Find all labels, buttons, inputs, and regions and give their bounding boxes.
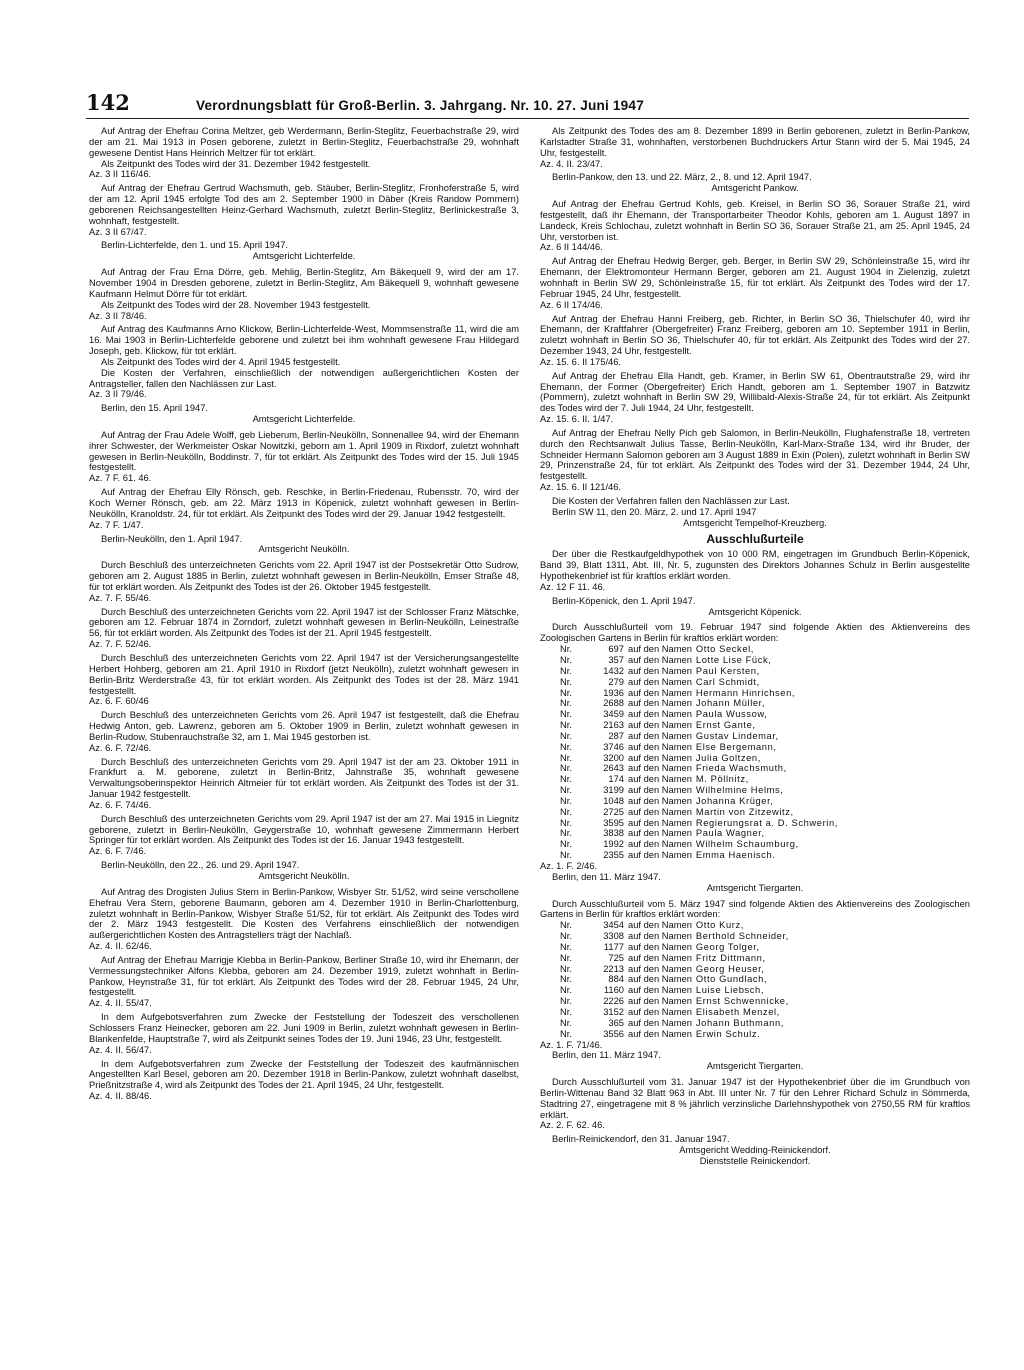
entry-group (540, 549, 970, 592)
share-nr-label: Nr. (560, 817, 572, 828)
share-row (560, 985, 970, 996)
share-nr-label: Nr. (560, 941, 572, 952)
share-name-label: auf den Namen (628, 709, 692, 720)
share-nr-label: Nr. (560, 952, 572, 963)
share-holder-name: Fritz Dittmann, (695, 952, 766, 963)
share-number: 2725 (603, 806, 624, 817)
case-number: Az. 4. II. 23/47. (540, 158, 603, 169)
notice-paragraph: Auf Antrag der Ehefrau Gertrud Kohls, geb. Kreisel, in Berlin SO 36, Sorauer Straße 21, wird festgestellt, daß ihr Ehemann, der Transportarbeiter Theodor Kohls, geboren am 1. August 1897 in Landeck, Kreis Schlochau, zuletzt wohnhaft in Berlin SO 36, Sorauer Straße 21, am 25. April 1945, 24 Uhr, verstorben ist. (540, 199, 970, 242)
share-nr-label: Nr. (560, 839, 572, 850)
notice-paragraph: Auf Antrag der Ehefrau Hanni Freiberg, geb. Richter, in Berlin SO 36, Thielschufer 40, wird ihr Ehemann, der Kraftfahrer (Obergefreiter) Franz Freiberg, geboren am 10. September 1911 in Berlin, zuletzt wohnhaft in Berlin SO 36, Thielschufer 40, für tot erklärt. Als Zeitpunkt des Todes wird der 27. Dezember 1943, 24 Uhr, festgestellt. (540, 313, 970, 357)
share-holder-name: Else Bergemann, (695, 741, 777, 752)
notice-paragraph: Auf Antrag der Ehefrau Corina Meltzer, geb Werdermann, Berlin-Steglitz, Feuerbachstraße 29, wird der am 21. Mai 1913 in Posen geborene, zuletzt in Berlin-Steglitz, Feuerbachstraße 29, wohnhaft gewesene Dentist Hans Heinrich Meltzer für tot erklärt. (89, 126, 519, 158)
case-number: Az. 4. II. 56/47. (89, 1044, 152, 1055)
share-holder-name: Wilhelmine Helms, (695, 785, 784, 796)
notice-paragraph: Als Zeitpunkt des Todes wird der 31. Dezember 1942 festgestellt. (101, 158, 371, 169)
notice-paragraph: Durch Beschluß des unterzeichneten Gerichts vom 22. April 1947 ist der Postsekretär Otto Sudrow, geboren am 2. August 1885 in Berlin, zuletzt wohnhaft gewesen in Berlin-Neukölln, Emser Straße 48, für tot erklärt worden. Als Zeitpunkt des Todes ist der 26. Oktober 1945 festgestellt. (89, 560, 519, 592)
share-nr-label: Nr. (560, 687, 572, 698)
share-number: 174 (608, 774, 624, 785)
share-number: 1936 (603, 687, 624, 698)
share-nr-label: Nr. (560, 931, 572, 942)
share-number: 3459 (603, 709, 624, 720)
case-number: Az. 6. F. 72/46. (89, 742, 152, 753)
notice-paragraph: In dem Aufgebotsverfahren zum Zwecke der Feststellung der Todeszeit des kaufmännischen Angestellten Karl Besel, geboren am 20. Dezember 1918 in Berlin-Pankow, zuletzt wohnhaft daselbst, Prießnitzstraße 4, wird als Zeitpunkt des Todes der 21. April 1945, 24 Uhr, festgestellt. (89, 1058, 519, 1091)
share-row (560, 964, 970, 975)
share-holder-name: Berthold Schneider, (695, 931, 789, 942)
share-row (560, 1007, 970, 1018)
notice-entry (540, 199, 970, 253)
case-number: Az. 15. 6. II. 1/47. (540, 414, 614, 425)
left-column (89, 126, 519, 1336)
share-nr-label: Nr. (560, 1017, 572, 1028)
notice-entry (540, 126, 970, 169)
share-name-label: auf den Namen (628, 763, 692, 774)
notice-paragraph: Auf Antrag der Ehefrau Gertrud Wachsmuth, geb. Stäuber, Berlin-Steglitz, Fronhoferstraße 5, wird der am 12. April 1945 erfolgte Tod des am 2. September 1900 in Däber (Kreis Randow Pommern) geborenen Reichsangestellten Heinz-Gerhard Wachsmuth, zuletzt Berlin-Steglitz, Berlinickestraße 3, wohnhaft, festgestellt. (89, 183, 519, 226)
share-row (560, 839, 970, 850)
share-name-label: auf den Namen (628, 850, 692, 861)
case-number: Az. 6 II 174/46. (540, 299, 603, 310)
notice-paragraph: Durch Beschluß des unterzeichneten Gerichts vom 26. April 1947 ist festgestellt, daß die Ehefrau Hedwig Anton, geb. Lawrenz, geboren am 5. Oktober 1909 in Berlin, zuletzt wohnhaft gewesen in Berlin-Rudow, Stubenrauchstraße 32, am 1. Mai 1945 gestorben ist. (89, 710, 519, 742)
notice-entry (89, 430, 519, 484)
share-row (560, 1029, 970, 1040)
share-nr-label: Nr. (560, 785, 572, 796)
case-number: Az. 3 II 79/46. (89, 389, 147, 400)
share-row (560, 785, 970, 796)
notice-paragraph: Als Zeitpunkt des Todes wird der 4. April 1945 festgestellt. (101, 356, 341, 367)
share-number: 2688 (603, 698, 624, 709)
share-holder-name: Martin von Zitzewitz, (695, 806, 794, 817)
share-nr-label: Nr. (560, 963, 572, 974)
share-name-label: auf den Namen (628, 952, 692, 963)
share-row (560, 763, 970, 774)
share-holder-name: Hermann Hinrichsen, (695, 687, 796, 698)
share-nr-label: Nr. (560, 654, 572, 665)
share-row (560, 644, 970, 655)
notice-entry (89, 710, 519, 753)
place-date: Berlin, den 15. April 1947. (101, 403, 209, 414)
share-row (560, 942, 970, 953)
share-row (560, 818, 970, 829)
case-number: Az. 6. F. 60/46 (89, 696, 149, 707)
share-name-label: auf den Namen (628, 1028, 692, 1039)
entry-group (89, 267, 519, 400)
share-holder-name: Paula Wussow, (695, 709, 768, 720)
share-nr-label: Nr. (560, 676, 572, 687)
court-name: Amtsgericht Lichterfelde. (252, 414, 356, 425)
share-nr-label: Nr. (560, 709, 572, 720)
share-row (560, 1018, 970, 1029)
place-date: Berlin-Neukölln, den 1. April 1947. (101, 533, 243, 544)
share-number: 2355 (603, 850, 624, 861)
share-nr-label: Nr. (560, 741, 572, 752)
notice-paragraph: Durch Beschluß des unterzeichneten Gerichts vom 29. April 1947 ist der am 27. Mai 1915 in Liegnitz geborene, zuletzt in Berlin-Neukölln, Geygerstraße 10, wohnhaft gewesene Zimmermann Herbert Springer für tot erklärt worden. Als Zeitpunkt des Todes ist der 16. Januar 1943 festgestellt. (89, 813, 519, 846)
share-number: 3556 (603, 1028, 624, 1039)
share-nr-label: Nr. (560, 730, 572, 741)
share-nr-label: Nr. (560, 1006, 572, 1017)
share-holder-name: Georg Tolger, (695, 941, 760, 952)
share-nr-label: Nr. (560, 985, 572, 996)
share-name-label: auf den Namen (628, 730, 692, 741)
notice-entry (89, 487, 519, 530)
case-number: Az. 3 II 116/46. (89, 169, 152, 180)
share-row (560, 828, 970, 839)
notice-paragraph: Auf Antrag der Ehefrau Marrigje Klebba in Berlin-Pankow, Berliner Straße 10, wird ihr Ehemann, der Vermessungstechniker Alfons Klebba, geboren am 24. Dezember 1919, zuletzt wohnhaft in Berlin-Pankow, Heynstraße 31, für tot erklärt. Als Zeitpunkt des Todes wird der 28. Februar 1945, 24 Uhr, festgestellt. (89, 954, 519, 998)
share-name-label: auf den Namen (628, 1006, 692, 1017)
place-date: Berlin-Reinickendorf, den 31. Januar 1947. (552, 1134, 730, 1145)
notice-entry (540, 371, 970, 425)
share-nr-label: Nr. (560, 698, 572, 709)
share-number: 3838 (603, 828, 624, 839)
share-row (560, 974, 970, 985)
costs-note: Die Kosten der Verfahren fallen den Nachlässen zur Last. (552, 496, 790, 506)
share-number: 3454 (603, 920, 624, 931)
court-name: Amtsgericht Pankow. (711, 183, 799, 194)
share-number: 2226 (603, 996, 624, 1007)
share-holder-name: Otto Seckel, (695, 644, 754, 655)
share-number: 3746 (603, 741, 624, 752)
share-number: 3199 (603, 785, 624, 796)
share-number: 697 (608, 644, 624, 655)
share-nr-label: Nr. (560, 752, 572, 763)
journal-title: Verordnungsblatt für Groß-Berlin. 3. Jahrgang. Nr. 10. 27. Juni 1947 (196, 98, 644, 113)
notice-paragraph: Durch Beschluß des unterzeichneten Gerichts vom 22. April 1947 ist der Schlosser Franz Mätschke, geboren am 12. Februar 1874 in Zorndorf, zuletzt wohnhaft gewesen in Berlin-Neukölln, Leinestraße 56, für tot erklärt worden. Als Zeitpunkt des Todes ist der 21. April 1945 festgestellt. (89, 606, 519, 639)
entry-group (89, 126, 519, 237)
court-name: Amtsgericht Tiergarten. (706, 882, 804, 893)
share-nr-label: Nr. (560, 763, 572, 774)
entry-group (89, 887, 519, 1102)
share-nr-label: Nr. (560, 996, 572, 1007)
share-number: 3200 (603, 752, 624, 763)
entry-group (540, 126, 970, 169)
court-name: Amtsgericht Lichterfelde. (252, 251, 356, 262)
notice-paragraph: Auf Antrag der Frau Erna Dörre, geb. Mehlig, Berlin-Steglitz, Am Bäkequell 9, wird der am 17. November 1904 in Dresden geborene, zuletzt in Berlin-Steglitz, Am Bäkequell 9, wohnhaft gewesene Kaufmann Helmut Dörre für tot erklärt. (89, 267, 519, 299)
notice-paragraph: In dem Aufgebotsverfahren zum Zwecke der Feststellung der Todeszeit des verschollenen Schlossers Franz Heinecker, geboren am 22. Juni 1909 in Berlin, zuletzt wohnhaft gewesen in Berlin-Blankenfelde, Hauptstraße 7, wird als Zeitpunkt seines Todes der 19. Juni 1946, 23 Uhr, festgestellt. (89, 1012, 519, 1044)
share-row (560, 996, 970, 1007)
notice-entry (89, 814, 519, 857)
share-row (560, 720, 970, 731)
case-number: Az. 4. II. 62/46. (89, 941, 152, 952)
share-row (560, 698, 970, 709)
shares-list (560, 644, 970, 861)
share-number: 2213 (603, 963, 624, 974)
share-nr-label: Nr. (560, 795, 572, 806)
share-nr-label: Nr. (560, 774, 572, 785)
case-number: Az. 2. F. 62. 46. (540, 1120, 605, 1131)
case-number: Az. 6. F. 74/46. (89, 799, 152, 810)
case-number: Az. 15. 6. II 175/46. (540, 356, 622, 367)
notice-paragraph: Auf Antrag der Frau Adele Wolff, geb Lieberum, Berlin-Neukölln, Sonnenallee 94, wird der Ehemann ihrer Schwester, der Werkmeister Oskar Nowitzki, geborn am 1. April 1909 in Rixdorf, zuletzt wohnhaft gewesen in Berlin-Neukölln, Boddinstr. 7, für tot erklärt. Als Zeitpunkt des Todes wird der 15. Juli 1945 festgestellt. (89, 429, 519, 473)
share-row (560, 709, 970, 720)
case-number: Az. 4. II. 88/46. (89, 1091, 152, 1102)
share-number: 725 (608, 952, 624, 963)
notice-entry (89, 1012, 519, 1055)
share-holder-name: Ernst Gante, (695, 720, 756, 731)
case-number: Az. 6. F. 7/46. (89, 846, 147, 857)
case-number: Az. 3 II 67/47. (89, 226, 147, 237)
notice-entry (89, 560, 519, 603)
share-holder-name: Gustav Lindemar, (695, 730, 779, 741)
share-holder-name: Emma Haenisch. (695, 850, 776, 861)
notice-entry (540, 549, 970, 592)
share-name-label: auf den Namen (628, 974, 692, 985)
court-name: Dienststelle Reinickendorf. (699, 1155, 811, 1166)
share-holder-name: Ernst Schwennicke, (695, 996, 789, 1007)
share-row (560, 688, 970, 699)
share-number: 279 (608, 676, 624, 687)
share-holder-name: Georg Heuser, (695, 963, 765, 974)
entry-group (540, 1077, 970, 1131)
place-date: Berlin-Neukölln, den 22., 26. und 29. April 1947. (101, 860, 300, 871)
share-holder-name: Regierungsrat a. D. Schwerin, (695, 817, 838, 828)
share-name-label: auf den Namen (628, 774, 692, 785)
case-number: Az. 7 F. 1/47. (89, 519, 144, 530)
case-number: Az. 15. 6. II 121/46. (540, 482, 622, 493)
share-row (560, 920, 970, 931)
notice-paragraph: Auf Antrag des Kaufmanns Arno Klickow, Berlin-Lichterfelde-West, Mommsenstraße 11, wird die am 16. Mai 1903 in Berlin-Lichterfelde geborene und zuletzt bei ihm wohnhaft gewesene Frau Hildegard Joseph, geb. Klickow, für tot erklärt. (89, 324, 519, 357)
share-holder-name: Johanna Krüger, (695, 795, 774, 806)
share-name-label: auf den Namen (628, 698, 692, 709)
share-nr-label: Nr. (560, 644, 572, 655)
notice-paragraph: Durch Beschluß des unterzeichneten Gerichts vom 22. April 1947 ist der Versicherungsangestellte Herbert Hohberg, geboren am 21. April 1910 in Rixdorf (jetzt Neukölln), zuletzt wohnhaft gewesen in Berlin-Britz Werderstraße 43, für tot erklärt worden. Als Zeitpunkt des Todes ist der 28. März 1941 festgestellt. (89, 652, 519, 696)
share-name-label: auf den Namen (628, 752, 692, 763)
case-number: Az. 7 F. 61. 46. (89, 473, 152, 484)
share-number: 1160 (603, 985, 624, 996)
share-name-label: auf den Namen (628, 741, 692, 752)
case-number: Az. 12 F 11. 46. (540, 581, 606, 592)
share-row (560, 731, 970, 742)
case-number: Az. 3 II 78/46. (89, 310, 147, 321)
case-number: Az. 6 II 144/46. (540, 242, 603, 253)
share-name-label: auf den Namen (628, 996, 692, 1007)
share-nr-label: Nr. (560, 828, 572, 839)
share-nr-label: Nr. (560, 806, 572, 817)
share-name-label: auf den Namen (628, 676, 692, 687)
place-date: Berlin, den 11. März 1947. (552, 1050, 661, 1061)
notice-paragraph: Auf Antrag der Ehefrau Hedwig Berger, geb. Berger, in Berlin SW 29, Schönleinstraße 15, wird ihr Ehemann, der Elektromonteur Hermann Berger, geboren am 21. August 1904 in Zielenzig, zuletzt wohnhaft in Berlin SW 29, Schönleinstraße 15, für tot erklärt. Als Zeitpunkt des Todes wird der 17. Februar 1945, 24 Uhr, festgestellt. (540, 256, 970, 299)
share-nr-label: Nr. (560, 920, 572, 931)
notice-entry (89, 653, 519, 707)
share-number: 3595 (603, 817, 624, 828)
share-name-label: auf den Namen (628, 644, 692, 655)
share-holder-name: Julia Goltzen, (695, 752, 761, 763)
share-holder-name: Johann Müller, (695, 698, 766, 709)
share-number: 1177 (603, 941, 624, 952)
share-row (560, 655, 970, 666)
notice-entry (540, 256, 970, 310)
share-name-label: auf den Namen (628, 720, 692, 731)
share-row (560, 931, 970, 942)
share-name-label: auf den Namen (628, 795, 692, 806)
court-name: Amtsgericht Neukölln. (258, 871, 350, 881)
share-row (560, 953, 970, 964)
share-number: 2643 (603, 763, 624, 774)
share-name-label: auf den Namen (628, 931, 692, 942)
share-holder-name: Lotte Lise Fück, (695, 654, 772, 665)
notice-paragraph: Auf Antrag der Ehefrau Elly Rönsch, geb. Reschke, in Berlin-Friedenau, Rubensstr. 70, wird der Koch Werner Rönsch, geb. am 22. März 1913 in Köpenick, zuletzt wohnhaft gewesen in Berlin-Neukölln, Kranoldstr. 24, für tot erklärt. Als Zeitpunkt des Todes wird der 29. Januar 1942 festgestellt. (89, 487, 519, 519)
notice-entry (89, 267, 519, 321)
share-row (560, 850, 970, 861)
share-holder-name: Elisabeth Menzel, (695, 1006, 780, 1017)
notice-paragraph: Als Zeitpunkt des Todes des am 8. Dezember 1899 in Berlin geborenen, zuletzt in Berlin-Pankow, Karlstadter Straße 31, wohnhaften, verstorbenen Buchdruckers Artur Stann wird der 5. Mai 1945, 24 Uhr, festgestellt. (540, 126, 970, 158)
share-name-label: auf den Namen (628, 665, 692, 676)
court-name: Amtsgericht Neukölln. (258, 544, 350, 555)
court-name: Amtsgericht Wedding-Reinickendorf. (679, 1145, 831, 1156)
notice-paragraph: Der über die Restkaufgeldhypothek von 10 000 RM, eingetragen im Grundbuch Berlin-Köpenick, Band 39, Blatt 1311, Abt. III, Nr. 5, zugunsten des Direktors Johannes Schulz in Berlin ausgestellte Hypothekenbrief ist für kraftlos erklärt worden. (540, 549, 970, 582)
share-row (560, 666, 970, 677)
notice-paragraph: Auf Antrag der Ehefrau Nelly Pich geb Salomon, in Berlin-Neukölln, Flughafenstraße 18, vertreten durch den Rechtsanwalt Julius Tasse, Berlin-Neukölln, Karl-Marx-Straße 134, wird ihr Bruder, der Schneider Hermann Salomon geboren am 3 August 1889 in Exin (Polen), zuletzt wohnhaft in Berlin SW 29, Prinzenstraße 24, für tot erklärt. Als Zeitpunkt des Todes wird der 31. Dezember 1944, 24 Uhr, festgestellt. (540, 427, 970, 482)
case-number: Az. 4. II. 55/47. (89, 998, 152, 1009)
share-name-label: auf den Namen (628, 920, 692, 931)
share-holder-name: Otto Kurz, (695, 920, 744, 931)
share-number: 357 (608, 654, 624, 665)
case-number: Az. 1. F. 71/46. (540, 1039, 603, 1050)
notice-entry (540, 1077, 970, 1131)
share-row (560, 807, 970, 818)
share-nr-label: Nr. (560, 720, 572, 731)
notice-paragraph: Auf Antrag des Drogisten Julius Stern in Berlin-Pankow, Wisbyer Str. 51/52, wird seine verschollene Ehefrau Vera Stern, geborene Baumann, geboren am 4. Dezember 1910 in Berlin-Charlottenburg, zuletzt wohnhaft in Berlin-Pankow, Wisbyer Straße 51/52, für tot erklärt. Als Zeitpunkt des Todes wird der 2. März 1943 festgestellt. Die Kosten des Verfahrens einschließlich der notwendigen außergerichtlichen Kosten des Antragstellers trägt der Nachlaß. (89, 886, 519, 941)
share-nr-label: Nr. (560, 850, 572, 861)
case-number: Az. 7. F. 55/46. (89, 592, 152, 603)
share-row (560, 753, 970, 764)
notice-entry (89, 126, 519, 180)
share-row (560, 796, 970, 807)
entry-group (540, 199, 970, 493)
page-number: 142 (86, 90, 130, 115)
share-holder-name: Otto Gundlach, (695, 974, 768, 985)
shares-list (560, 920, 970, 1039)
case-number: Az. 7. F. 52/46. (89, 639, 152, 650)
share-holder-name: Erwin Schulz. (695, 1028, 761, 1039)
share-name-label: auf den Namen (628, 985, 692, 996)
notice-entry (89, 887, 519, 952)
share-holder-name: Carl Schmidt, (695, 676, 760, 687)
notice-entry (540, 314, 970, 368)
notice-paragraph: Durch Ausschlußurteil vom 31. Januar 1947 ist der Hypothekenbrief über die im Grundbuch von Berlin-Wittenau Band 32 Blatt 963 in Abt. III unter Nr. 7 für den Lehrer Richard Schulz in Sömmerda, Stadtring 27, eingetragene mit 8 % jährlich verzinsliche Darlehnshypothek von 2750,55 RM für kraftlos erklärt. (540, 1077, 970, 1120)
place-date: Berlin-Köpenick, den 1. April 1947. (552, 595, 696, 606)
share-number: 3152 (603, 1006, 624, 1017)
share-number: 1048 (603, 795, 624, 806)
share-name-label: auf den Namen (628, 817, 692, 828)
share-name-label: auf den Namen (628, 654, 692, 665)
share-row (560, 774, 970, 785)
share-holder-name: Luise Liebsch, (695, 985, 765, 996)
page-header (86, 90, 966, 116)
share-holder-name: Wilhelm Schaumburg, (695, 839, 799, 850)
notice-entry (540, 428, 970, 493)
share-row (560, 677, 970, 688)
place-date: Berlin, den 11. März 1947. (552, 871, 661, 882)
share-number: 2163 (603, 720, 624, 731)
share-name-label: auf den Namen (628, 941, 692, 952)
share-nr-label: Nr. (560, 665, 572, 676)
shares-intro: Durch Ausschlußurteil vom 5. März 1947 sind folgende Aktien des Aktienvereins des Zoologischen Gartens in Berlin für kraftlos erklärt worden: (540, 898, 970, 920)
notice-paragraph: Als Zeitpunkt des Todes wird der 28. November 1943 festgestellt. (101, 299, 371, 310)
share-name-label: auf den Namen (628, 687, 692, 698)
share-number: 287 (608, 730, 624, 741)
share-holder-name: Paula Wagner, (695, 828, 765, 839)
share-name-label: auf den Namen (628, 839, 692, 850)
share-name-label: auf den Namen (628, 785, 692, 796)
share-nr-label: Nr. (560, 974, 572, 985)
share-holder-name: Johann Buthmann, (695, 1017, 784, 1028)
court-name: Amtsgericht Tiergarten. (706, 1061, 804, 1072)
right-column (540, 126, 970, 1336)
share-number: 365 (608, 1017, 624, 1028)
share-number: 3308 (603, 931, 624, 942)
notice-entry (89, 1059, 519, 1102)
share-name-label: auf den Namen (628, 806, 692, 817)
place-date: Berlin-Lichterfelde, den 1. und 15. April 1947. (101, 240, 288, 251)
header-rule (86, 118, 969, 119)
case-number: Az. 1. F. 2/46. (540, 861, 598, 871)
shares-intro: Durch Ausschlußurteil vom 19. Februar 1947 sind folgende Aktien des Aktienvereins des Zoologischen Gartens in Berlin für kraftlos erklärt worden: (540, 622, 970, 644)
notice-entry (89, 183, 519, 237)
share-nr-label: Nr. (560, 1028, 572, 1039)
notice-entry (89, 324, 519, 400)
court-name: Amtsgericht Köpenick. (708, 606, 802, 617)
share-number: 1432 (603, 665, 624, 676)
notice-paragraph: Durch Beschluß des unterzeichneten Gerichts vom 29. April 1947 ist der am 23. Oktober 1911 in Frankfurt a. M. geborene, zuletzt in Berlin-Britz, Jahnstraße 35, wohnhaft gewesene Verwaltungsoberinspektor Heinrich Altmeier für tot erklärt worden. Als Zeitpunkt des Todes ist der 31. Januar 1942 festgestellt. (89, 756, 519, 800)
notice-entry (89, 757, 519, 811)
share-number: 884 (608, 974, 624, 985)
entry-group (89, 430, 519, 531)
entry-group (89, 560, 519, 857)
section-heading: Ausschlußurteile (706, 531, 804, 546)
share-holder-name: Paul Kersten, (695, 665, 760, 676)
share-holder-name: Frieda Wachsmuth, (695, 763, 787, 774)
notice-entry (89, 955, 519, 1009)
court-name: Amtsgericht Tempelhof-Kreuzberg. (683, 517, 827, 528)
notice-paragraph: Auf Antrag der Ehefrau Ella Handt, geb. Kramer, in Berlin SW 61, Obentrautstraße 29, wird ihr Ehemann, der Former (Obergefreiter) Erich Handt, geboren am 1. September 1907 in Batzwitz (Pommern), zuletzt wohnhaft in Berlin SW 29, Willibald-Alexis-Straße 24, für tot erklärt. Als Zeitpunkt des Todes wird der 7. Juli 1944, 24 Uhr, festgestellt. (540, 370, 970, 414)
notice-paragraph: Die Kosten der Verfahren, einschließlich der notwendigen außergerichtlichen Kosten der Antragsteller, fallen den Nachlässen zur Last. (89, 367, 519, 389)
share-name-label: auf den Namen (628, 828, 692, 839)
notice-entry (89, 607, 519, 650)
share-number: 1992 (603, 839, 624, 850)
share-name-label: auf den Namen (628, 1017, 692, 1028)
share-row (560, 742, 970, 753)
place-date: Berlin SW 11, den 20. März, 2. und 17. April 1947 (552, 506, 757, 517)
share-holder-name: M. Pöllnitz, (695, 774, 749, 785)
place-date: Berlin-Pankow, den 13. und 22. März, 2., 8. und 12. April 1947. (552, 172, 812, 183)
share-name-label: auf den Namen (628, 963, 692, 974)
